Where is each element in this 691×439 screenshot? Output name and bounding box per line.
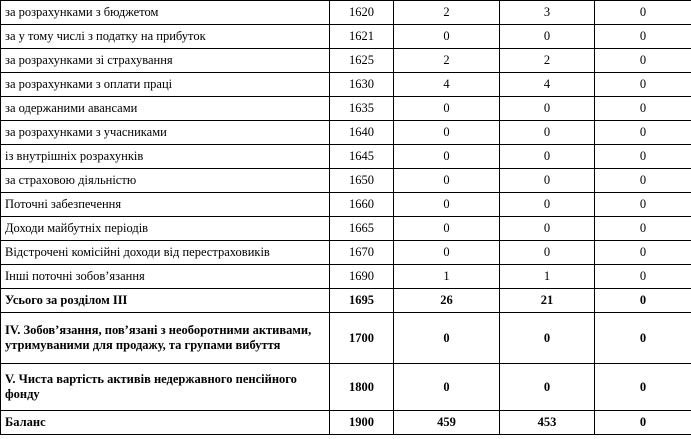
value-extra: 0	[595, 289, 691, 313]
row-code: 1695	[330, 289, 394, 313]
row-code: 1670	[330, 241, 394, 265]
value-period-end: 0	[500, 241, 595, 265]
value-extra: 0	[595, 145, 691, 169]
value-period-start: 0	[394, 364, 500, 411]
row-code: 1800	[330, 364, 394, 411]
value-extra: 0	[595, 313, 691, 364]
table-row	[1, 169, 691, 193]
row-label: IV. Зобов’язання, пов’язані з необоротними активами, утримуваними для продажу, та групами вибуття	[1, 313, 330, 364]
value-period-end: 0	[500, 193, 595, 217]
row-label: за розрахунками з учасниками	[1, 121, 330, 145]
value-period-end: 0	[500, 25, 595, 49]
value-period-end: 21	[500, 289, 595, 313]
value-extra: 0	[595, 217, 691, 241]
row-code: 1620	[330, 1, 394, 25]
row-label: за у тому числі з податку на прибуток	[1, 25, 330, 49]
row-code: 1625	[330, 49, 394, 73]
table-row	[1, 217, 691, 241]
value-extra: 0	[595, 265, 691, 289]
table-row	[1, 241, 691, 265]
value-period-start: 26	[394, 289, 500, 313]
value-extra: 0	[595, 364, 691, 411]
value-period-start: 0	[394, 169, 500, 193]
value-extra: 0	[595, 193, 691, 217]
table-row-total	[1, 411, 691, 435]
table-row	[1, 73, 691, 97]
value-period-end: 3	[500, 1, 595, 25]
value-extra: 0	[595, 25, 691, 49]
row-label: за розрахунками зі страхування	[1, 49, 330, 73]
row-code: 1690	[330, 265, 394, 289]
value-extra: 0	[595, 241, 691, 265]
value-extra: 0	[595, 169, 691, 193]
table-row-subtotal	[1, 289, 691, 313]
row-label: Відстрочені комісійні доходи від перестраховиків	[1, 241, 330, 265]
value-extra: 0	[595, 97, 691, 121]
row-label: Поточні забезпечення	[1, 193, 330, 217]
row-label: V. Чиста вартість активів недержавного пенсійного фонду	[1, 364, 330, 411]
row-label: за розрахунками з бюджетом	[1, 1, 330, 25]
table-row	[1, 121, 691, 145]
value-period-end: 0	[500, 217, 595, 241]
row-label: Баланс	[1, 411, 330, 435]
row-label: Інші поточні зобов’язання	[1, 265, 330, 289]
value-period-end: 0	[500, 97, 595, 121]
row-code: 1640	[330, 121, 394, 145]
value-period-start: 459	[394, 411, 500, 435]
table-row	[1, 193, 691, 217]
row-code: 1630	[330, 73, 394, 97]
table-row	[1, 49, 691, 73]
value-period-start: 0	[394, 121, 500, 145]
value-period-end: 1	[500, 265, 595, 289]
value-period-end: 453	[500, 411, 595, 435]
value-period-start: 0	[394, 25, 500, 49]
row-code: 1660	[330, 193, 394, 217]
table-row	[1, 145, 691, 169]
value-period-start: 0	[394, 145, 500, 169]
value-period-end: 2	[500, 49, 595, 73]
value-period-start: 0	[394, 313, 500, 364]
value-period-start: 4	[394, 73, 500, 97]
value-period-end: 0	[500, 145, 595, 169]
value-period-end: 0	[500, 121, 595, 145]
table-row	[1, 265, 691, 289]
row-label: Усього за розділом ІІІ	[1, 289, 330, 313]
table-row	[1, 97, 691, 121]
row-code: 1650	[330, 169, 394, 193]
row-code: 1645	[330, 145, 394, 169]
row-code: 1635	[330, 97, 394, 121]
value-period-end: 0	[500, 313, 595, 364]
row-code: 1900	[330, 411, 394, 435]
value-period-start: 0	[394, 97, 500, 121]
row-label: за одержаними авансами	[1, 97, 330, 121]
value-period-start: 1	[394, 265, 500, 289]
row-label: із внутрішніх розрахунків	[1, 145, 330, 169]
value-period-start: 0	[394, 217, 500, 241]
value-extra: 0	[595, 121, 691, 145]
table-row-section	[1, 313, 691, 364]
row-code: 1700	[330, 313, 394, 364]
value-period-start: 0	[394, 241, 500, 265]
value-period-start: 2	[394, 49, 500, 73]
value-extra: 0	[595, 1, 691, 25]
value-extra: 0	[595, 49, 691, 73]
value-extra: 0	[595, 411, 691, 435]
table-row-section	[1, 364, 691, 411]
value-period-start: 0	[394, 193, 500, 217]
table-row	[1, 25, 691, 49]
value-period-end: 0	[500, 364, 595, 411]
value-period-start: 2	[394, 1, 500, 25]
value-period-end: 4	[500, 73, 595, 97]
row-code: 1665	[330, 217, 394, 241]
row-label: за страховою діяльністю	[1, 169, 330, 193]
row-label: за розрахунками з оплати праці	[1, 73, 330, 97]
row-code: 1621	[330, 25, 394, 49]
value-extra: 0	[595, 73, 691, 97]
table-row	[1, 1, 691, 25]
value-period-end: 0	[500, 169, 595, 193]
row-label: Доходи майбутніх періодів	[1, 217, 330, 241]
